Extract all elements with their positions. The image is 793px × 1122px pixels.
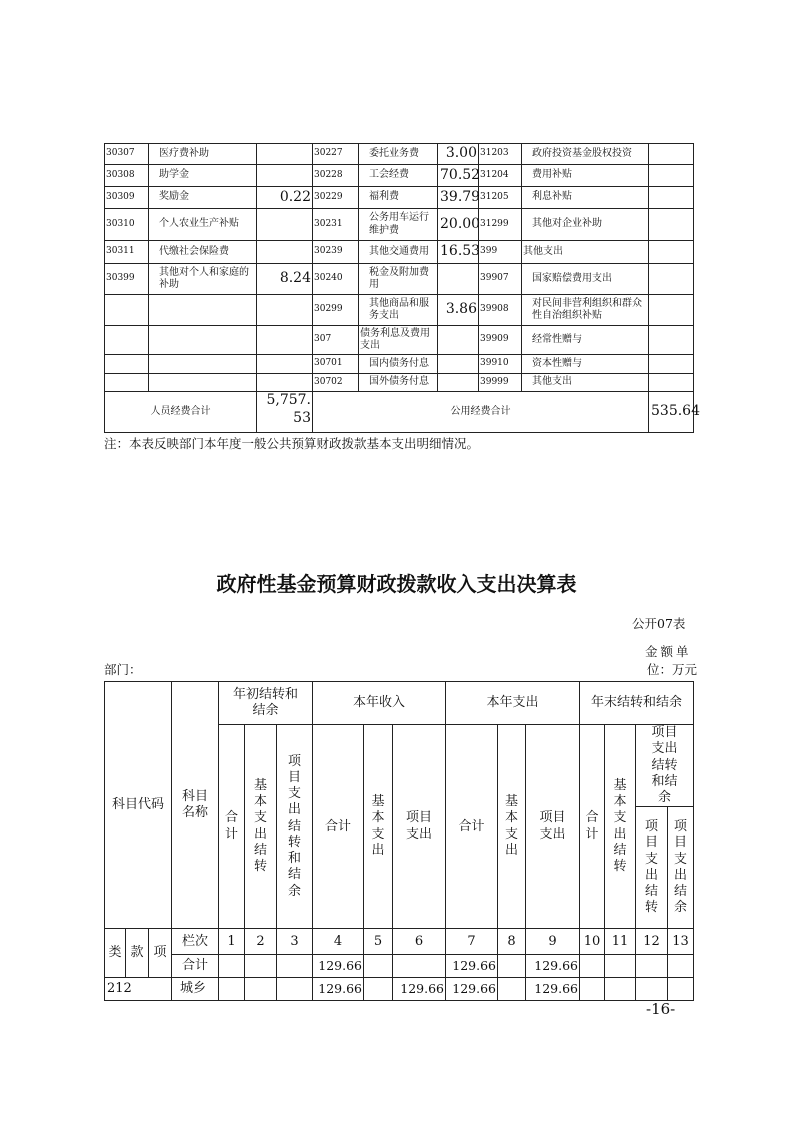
cell: 8 (498, 929, 526, 955)
unit-line-2: 位：万元 (647, 662, 698, 677)
cell-code: 30310 (105, 209, 149, 241)
cell (636, 978, 668, 1001)
cell-num (649, 165, 694, 187)
header-proj-bal: 项目支出结余 (668, 807, 694, 929)
cell-name: 工会经费 (359, 165, 438, 187)
cell-code: 30239 (313, 241, 359, 264)
cell-code (105, 295, 149, 326)
header-opening: 年初结转和结余 (219, 682, 313, 725)
cell: 9 (526, 929, 580, 955)
cell-name: 助学金 (149, 165, 257, 187)
cell: 129.66 (393, 978, 446, 1001)
cell-num: 20.00 (438, 209, 479, 241)
cell-code: 30308 (105, 165, 149, 187)
cell-name (149, 355, 257, 374)
cell-code: 30231 (313, 209, 359, 241)
header-total: 合计 (219, 725, 245, 929)
cell-num (649, 241, 694, 264)
cell-num (257, 209, 313, 241)
cell: 129.66 (446, 978, 498, 1001)
cell-name: 政府投资基金股权投资 (522, 144, 649, 165)
cell-code: 30228 (313, 165, 359, 187)
cell-num: 70.52 (438, 165, 479, 187)
header-proj-carry-bal: 项目支出结转和结余 (636, 725, 694, 807)
table-row (105, 165, 694, 187)
fund-budget-table (104, 681, 694, 1001)
cell-name: 国外债务付息 (359, 374, 438, 392)
cell-name: 经常性赠与 (522, 326, 649, 355)
cell-name: 其他支出 (522, 241, 649, 264)
cell-code: 31205 (479, 187, 522, 209)
cell-code: 30702 (313, 374, 359, 392)
header-basic-carry: 基本支出结转 (245, 725, 277, 929)
cell (605, 978, 636, 1001)
cell-code: 30307 (105, 144, 149, 165)
cell-name: 委托业务费 (359, 144, 438, 165)
row-name: 城乡 (172, 978, 219, 1001)
cell-num (257, 165, 313, 187)
cell-code: 39999 (479, 374, 522, 392)
table-row (105, 241, 694, 264)
cell: 7 (446, 929, 498, 955)
header-proj-carry: 项目支出结转 (636, 807, 668, 929)
cell (245, 978, 277, 1001)
cell (580, 955, 605, 978)
cell (277, 978, 313, 1001)
public-total-label: 公用经费合计 (313, 392, 649, 433)
cell-code: 31203 (479, 144, 522, 165)
cell: 129.66 (526, 978, 580, 1001)
table-row (105, 187, 694, 209)
cell-name: 费用补贴 (522, 165, 649, 187)
cell-name: 其他交通费用 (359, 241, 438, 264)
cell: 12 (636, 929, 668, 955)
cell: 3 (277, 929, 313, 955)
table-row (105, 326, 694, 355)
cell-num: 8.24 (257, 264, 313, 295)
cell-name: 债务利息及费用支出 (359, 326, 438, 355)
cell: 11 (605, 929, 636, 955)
cell-code: 39907 (479, 264, 522, 295)
cell-num (649, 326, 694, 355)
cell: 10 (580, 929, 605, 955)
cell (277, 955, 313, 978)
header-xiang: 项 (149, 929, 172, 978)
cell (393, 955, 446, 978)
cell (498, 955, 526, 978)
table-number: 公开07表 (632, 616, 686, 631)
cell-code: 30229 (313, 187, 359, 209)
cell-name (149, 374, 257, 392)
cell-code: 30299 (313, 295, 359, 326)
cell-name: 税金及附加费用 (359, 264, 438, 295)
cell-num: 3.00 (438, 144, 479, 165)
header-proj: 项目支出 (526, 725, 580, 929)
cell-num (438, 374, 479, 392)
cell: 129.66 (526, 955, 580, 978)
table-row (105, 144, 694, 165)
table-row (105, 264, 694, 295)
cell-code: 31299 (479, 209, 522, 241)
table-row (105, 374, 694, 392)
cell-num (649, 355, 694, 374)
cell-name: 国内债务付息 (359, 355, 438, 374)
cell (668, 978, 694, 1001)
cell (219, 978, 245, 1001)
cell-name: 福利费 (359, 187, 438, 209)
header-name: 科目名称 (172, 682, 219, 929)
cell: 5 (364, 929, 393, 955)
cell (364, 955, 393, 978)
page-title: 政府性基金预算财政拨款收入支出决算表 (216, 572, 577, 596)
cell-num (438, 326, 479, 355)
cell-code: 30311 (105, 241, 149, 264)
cell-num (257, 355, 313, 374)
cell-code: 30240 (313, 264, 359, 295)
cell: 6 (393, 929, 446, 955)
header-basic: 基本支出 (364, 725, 393, 929)
header-kuan: 款 (126, 929, 149, 978)
cell-name: 公务用车运行维护费 (359, 209, 438, 241)
unit-line-1: 金额单 (645, 644, 692, 659)
header-proj-carry-bal: 项目支出结转和结余 (277, 725, 313, 929)
cell-name: 代缴社会保险费 (149, 241, 257, 264)
cell-num (257, 241, 313, 264)
cell-code: 30227 (313, 144, 359, 165)
cell-name: 其他商品和服务支出 (359, 295, 438, 326)
header-basic-carry: 基本支出结转 (605, 725, 636, 929)
personnel-total: 5,757.53 (257, 392, 313, 433)
cell-num (257, 144, 313, 165)
cell-num: 3.86 (438, 295, 479, 326)
cell-num (257, 326, 313, 355)
header-total: 合计 (313, 725, 364, 929)
cell-num (257, 295, 313, 326)
cell: 4 (313, 929, 364, 955)
cell-name: 医疗费补助 (149, 144, 257, 165)
public-total: 535.64 (649, 392, 694, 433)
header-basic: 基本支出 (498, 725, 526, 929)
cell (580, 978, 605, 1001)
header-code: 科目代码 (105, 682, 172, 929)
cell-num: 0.22 (257, 187, 313, 209)
cell-code (105, 326, 149, 355)
cell-name: 奖励金 (149, 187, 257, 209)
header-expense: 本年支出 (446, 682, 580, 725)
header-closing: 年末结转和结余 (580, 682, 694, 725)
cell (636, 955, 668, 978)
cell-code: 399 (479, 241, 522, 264)
page-number: -16- (646, 1000, 676, 1018)
table-row (105, 355, 694, 374)
cell-num (438, 264, 479, 295)
cell-code: 39908 (479, 295, 522, 326)
row-code: 212 (105, 978, 172, 1001)
personnel-total-label: 人员经费合计 (105, 392, 257, 433)
cell-name: 个人农业生产补贴 (149, 209, 257, 241)
totals-row (105, 392, 694, 433)
cell-name: 其他对企业补助 (522, 209, 649, 241)
cell-name (149, 326, 257, 355)
cell-name (149, 295, 257, 326)
cell: 2 (245, 929, 277, 955)
cell-num: 39.79 (438, 187, 479, 209)
cell: 1 (219, 929, 245, 955)
header-col-no: 栏次 (172, 929, 219, 955)
cell (498, 978, 526, 1001)
cell: 13 (668, 929, 694, 955)
cell-name: 国家赔偿费用支出 (522, 264, 649, 295)
total-row-label: 合计 (172, 955, 219, 978)
cell-num (649, 374, 694, 392)
cell-code: 39909 (479, 326, 522, 355)
cell: 129.66 (313, 978, 364, 1001)
header-proj: 项目支出 (393, 725, 446, 929)
cell-code (105, 374, 149, 392)
cell-code: 30309 (105, 187, 149, 209)
cell-num: 16.53 (438, 241, 479, 264)
cell-name: 对民间非营利组织和群众性自治组织补贴 (522, 295, 649, 326)
cell-name: 其他对个人和家庭的补助 (149, 264, 257, 295)
header-income: 本年收入 (313, 682, 446, 725)
header-total: 合计 (446, 725, 498, 929)
table-row (105, 209, 694, 241)
basic-expenditure-detail-table (104, 143, 700, 433)
cell-num (649, 144, 694, 165)
cell (605, 955, 636, 978)
cell-code: 39910 (479, 355, 522, 374)
cell-code (105, 355, 149, 374)
table-note: 注：本表反映部门本年度一般公共预算财政拨款基本支出明细情况。 (104, 436, 480, 451)
header-total: 合计 (580, 725, 605, 929)
cell (364, 978, 393, 1001)
cell-name: 其他支出 (522, 374, 649, 392)
cell-num (649, 187, 694, 209)
cell-name: 资本性赠与 (522, 355, 649, 374)
cell-code: 307 (313, 326, 359, 355)
cell-num (438, 355, 479, 374)
cell-code: 31204 (479, 165, 522, 187)
cell (245, 955, 277, 978)
cell (219, 955, 245, 978)
cell: 129.66 (446, 955, 498, 978)
cell-name: 利息补贴 (522, 187, 649, 209)
cell-num (649, 209, 694, 241)
cell-num (649, 264, 694, 295)
header-lei: 类 (105, 929, 126, 978)
cell-code: 30701 (313, 355, 359, 374)
cell: 129.66 (313, 955, 364, 978)
cell (668, 955, 694, 978)
cell-num (649, 295, 694, 326)
cell-num (257, 374, 313, 392)
department-label: 部门： (104, 662, 142, 677)
table-row (105, 295, 694, 326)
cell-code: 30399 (105, 264, 149, 295)
